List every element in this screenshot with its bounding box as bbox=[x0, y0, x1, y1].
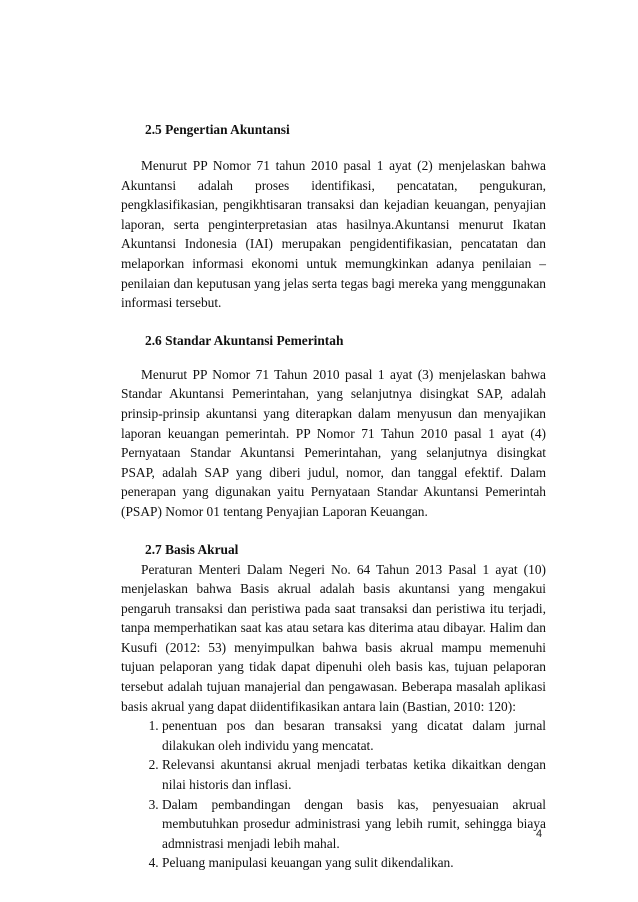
list-item: 3. Dalam pembandingan dengan basis kas, penyesuaian akrual membutuhkan prosedur administrasi yang lebih rumit, sehingga biaya admnistrasi menjadi lebih mahal. bbox=[162, 795, 546, 854]
list-item: 2. Relevansi akuntansi akrual menjadi terbatas ketika dikaitkan dengan nilai historis dan inflasi. bbox=[162, 755, 546, 794]
issues-list bbox=[121, 716, 546, 873]
section-paragraph-2-6: Menurut PP Nomor 71 Tahun 2010 pasal 1 ayat (3) menjelaskan bahwa Standar Akuntansi Pemerintahan, yang selanjutnya disingkat SAP, adalah prinsip-prinsip akuntansi yang diterapkan dalam menyusun dan menyajikan laporan keuangan pemerintah. PP Nomor 71 Tahun 2010 pasal 1 ayat (4) Pernyataan Standar Akuntansi Pemerintahan, yang selanjutnya disingkat PSAP, adalah SAP yang diberi judul, nomor, dan tanggal efektif. Dalam penerapan yang digunakan yaitu Pernyataan Standar Akuntansi Pemerintah (PSAP) Nomor 01 tentang Penyajian Laporan Keuangan. bbox=[121, 366, 546, 519]
section-paragraph-2-5: Menurut PP Nomor 71 tahun 2010 pasal 1 ayat (2) menjelaskan bahwa Akuntansi adalah proses identifikasi, pencatatan, pengukuran, pengklasifikasian, pengikhtisaran transaksi dan kejadian keuangan, penyajian laporan, serta penginterpretasian atas hasilnya.Akuntansi menurut Ikatan Akuntansi Indonesia (IAI) merupakan pengidentifikasian, pencatatan dan melaporkan informasi ekonomi untuk memungkinkan adanya penilaian – penilaian dan keputusan yang jelas serta tegas bagi mereka yang menggunakan informasi tersebut. bbox=[121, 158, 546, 311]
list-item: 4. Peluang manipulasi keuangan yang sulit dikendalikan. bbox=[162, 853, 546, 873]
page-content bbox=[121, 120, 546, 873]
section-heading-2-7: 2.7 Basis Akrual bbox=[145, 541, 239, 557]
list-item: 1. penentuan pos dan besaran transaksi yang dicatat dalam jurnal dilakukan oleh individu yang mencatat. bbox=[162, 716, 546, 755]
section-paragraph-2-7: Peraturan Menteri Dalam Negeri No. 64 Tahun 2013 Pasal 1 ayat (10) menjelaskan bahwa Basis akrual adalah basis akuntansi yang mengakui pengaruh transaksi dan peristiwa pada saat transaksi dan peristiwa itu terjadi, tanpa memperhatikan saat kas atau setara kas diterima atau dibayar. Halim dan Kusufi (2012: 53) menyimpulkan bahwa basis akrual mampu memenuhi tujuan pelaporan yang tidak dapat dipenuhi oleh basis kas, tujuan pelaporan tersebut adalah tujuan manajerial dan pengawasan. Beberapa masalah aplikasi basis akrual yang dapat diidentifikasikan antara lain (Bastian, 2010: 120): bbox=[121, 561, 546, 714]
section-heading-2-6: 2.6 Standar Akuntansi Pemerintah bbox=[145, 332, 344, 348]
page-number: 4 bbox=[536, 828, 543, 840]
section-heading-2-5: 2.5 Pengertian Akuntansi bbox=[145, 122, 290, 137]
